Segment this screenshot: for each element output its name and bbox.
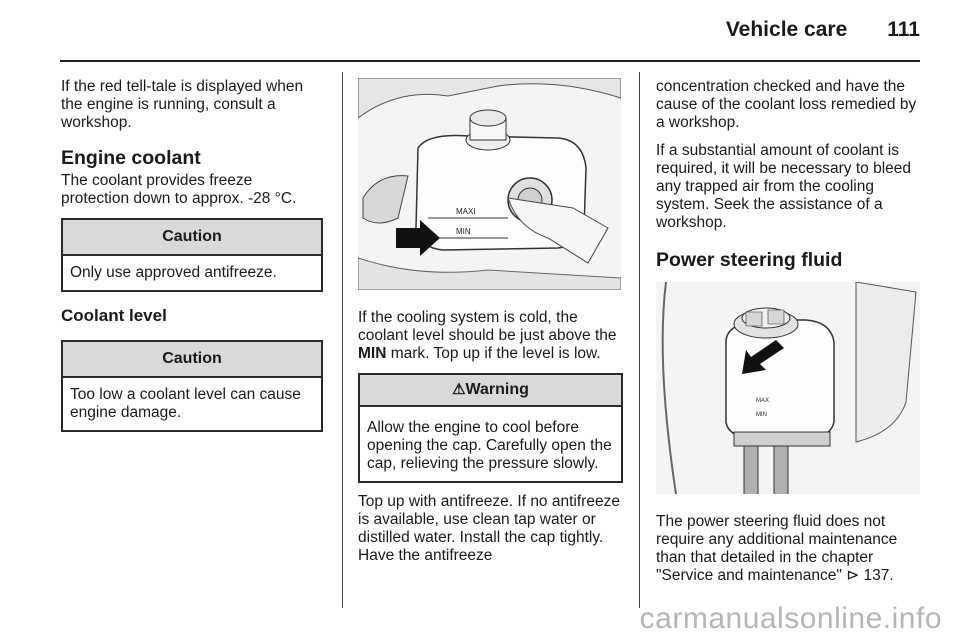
column-divider-1 [342,72,343,608]
caution-box-1 [61,218,323,292]
page-number: 111 [887,18,920,41]
warning-triangle-icon: ⚠ [452,381,466,398]
cold-text-part2: mark. Top up if the level is low. [386,345,601,362]
maxi-label: MAXI [456,207,476,216]
caution-title: Caution [63,342,321,378]
column-divider-2 [639,72,640,608]
max-label: MAX [756,398,770,404]
min-mark-bold: MIN [358,345,387,362]
caution-body: Too low a coolant level can cause engine damage. [70,386,301,421]
column-1 [61,78,323,432]
top-up-text: Top up with antifreeze. If no antifreeze is available, use clean tap water or distilled water. Install the cap tightly. Have the antifreeze [358,493,620,564]
ps-page-reference[interactable]: 137. [863,567,894,584]
coolant-level-heading: Coolant level [61,306,167,325]
bleed-air-text: If a substantial amount of coolant is required, it will be necessary to bleed any trapped air from the cooling system. Seek the assistance of a workshop. [656,142,912,231]
header-rule [60,60,920,62]
power-steering-text [656,513,922,585]
min-label: MIN [756,412,767,418]
engine-coolant-heading: Engine coolant [61,147,201,169]
ps-text: The power steering fluid does not require any additional maintenance than that detailed in the chapter "Service and maintenance" [656,513,898,584]
engine-coolant-text: The coolant provides freeze protection down to approx. -28 °C. [61,172,297,207]
cold-text-part1: If the cooling system is cold, the coolant level should be just above the [358,309,617,344]
warning-title [360,375,621,407]
section-title: Vehicle care [725,18,848,41]
warning-box [358,373,623,483]
cold-system-text [358,309,623,363]
min-label: MIN [456,227,471,236]
concentration-text: concentration checked and have the cause of the coolant loss remedied by a workshop. [656,78,917,131]
watermark: carmanualsonline.info [639,602,942,635]
intro-text: If the red tell-tale is displayed when the engine is running, consult a workshop. [61,78,304,131]
column-3 [656,78,922,595]
caution-title: Caution [63,220,321,256]
warning-title-text: Warning [465,381,529,398]
caution-body: Only use approved antifreeze. [70,264,277,281]
warning-body: Allow the engine to cool before opening the cap. Carefully open the cap, relieving the pressure slowly. [367,419,612,472]
page-reference-icon: ⊳ [846,567,860,584]
power-steering-heading: Power steering fluid [656,249,843,271]
column-2 [358,78,623,575]
page-header [726,18,920,42]
caution-box-2 [61,340,323,432]
coolant-reservoir-illustration [358,78,621,290]
power-steering-reservoir-illustration [656,282,920,494]
